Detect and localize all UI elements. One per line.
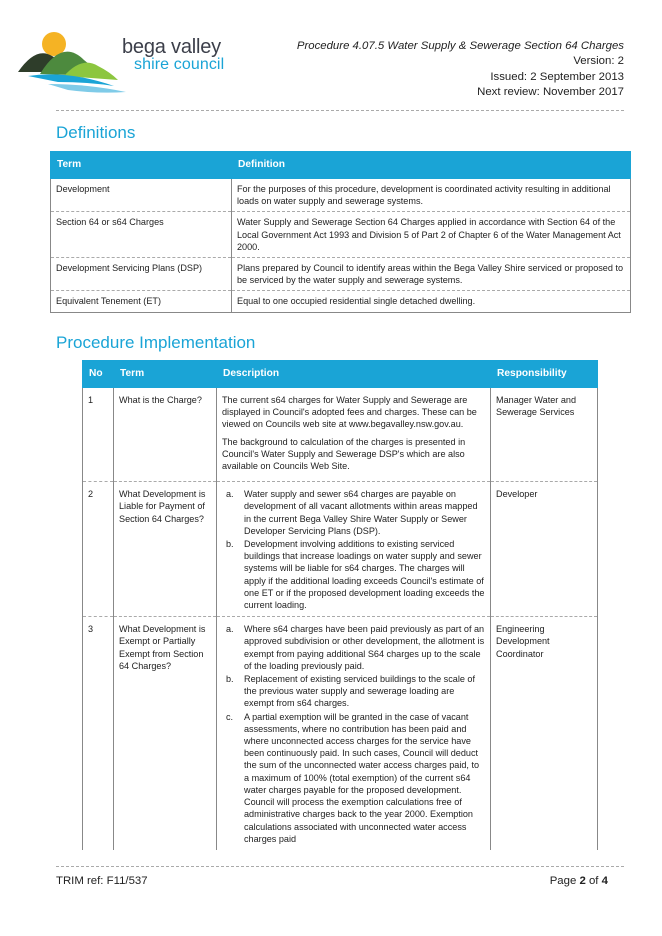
header-divider [56, 110, 624, 111]
table-row [51, 258, 631, 291]
table-row [51, 179, 631, 212]
description-paragraph: The background to calculation of the charges is presented in Council's Water Supply and Sewerage DSP's which are also available on Councils Web Site. [222, 436, 466, 472]
list-item [222, 673, 485, 710]
list-marker: a. [226, 489, 234, 500]
row-description [217, 388, 491, 482]
col-header-term: Term [51, 152, 232, 179]
page-total: 4 [601, 875, 608, 887]
list-marker: c. [226, 711, 234, 722]
list-item [222, 711, 485, 845]
list-marker: b. [226, 674, 234, 685]
table-row [83, 482, 598, 617]
procedure-header-row [83, 361, 598, 388]
list-item-text: Where s64 charges have been paid previously as part of an approved subdivision or other development, the allotment is exempt from paying additional S64 charges up to the scale of the loading previously paid. [244, 624, 485, 671]
row-responsibility: Manager Water and Sewerage Services [491, 388, 598, 482]
col-header-no: No [83, 361, 114, 388]
definition-term: Development [51, 179, 232, 212]
logo-text-bega-valley: bega valley [122, 36, 221, 58]
table-row [83, 617, 598, 850]
definitions-table [50, 151, 631, 313]
page-current: 2 [579, 875, 586, 887]
definition-text: Water Supply and Sewerage Section 64 Charges applied in accordance with Section 64 of the Local Government Act 1993 and Division 5 of Part 2 of Chapter 6 of the Water Management Act 2000. [232, 212, 631, 258]
row-description [217, 482, 491, 617]
row-responsibility: Engineering Development Coordinator [491, 617, 598, 850]
row-term: What Development is Exempt or Partially Exempt from Section 64 Charges? [114, 617, 217, 850]
list-item [222, 538, 485, 611]
council-logo-icon [18, 26, 128, 98]
definition-text: Plans prepared by Council to identify areas within the Bega Valley Shire serviced or proposed to be serviced by the water supply and sewerage systems. [232, 258, 631, 291]
document-header-info [297, 39, 624, 100]
definition-term: Development Servicing Plans (DSP) [51, 258, 232, 291]
procedure-title: Procedure 4.07.5 Water Supply & Sewerage Section 64 Charges [296, 40, 624, 52]
row-number: 2 [83, 482, 114, 617]
page-number [550, 875, 608, 887]
procedure-table [82, 360, 598, 850]
row-term: What is the Charge? [114, 388, 217, 482]
row-responsibility: Developer [491, 482, 598, 617]
description-paragraph: The current s64 charges for Water Supply and Sewerage are displayed in Council's adopted fees and charges. These can be viewed on Councils web site at www.begavalley.nsw.gov.au. [222, 395, 477, 430]
definition-term: Section 64 or s64 Charges [51, 212, 232, 258]
table-row [51, 212, 631, 258]
col-header-responsibility: Responsibility [491, 361, 598, 388]
table-row [83, 388, 598, 482]
version-label: Version: 2 [573, 55, 624, 68]
table-row [51, 291, 631, 312]
row-term: What Development is Liable for Payment of Section 64 Charges? [114, 482, 217, 617]
council-logo [18, 26, 238, 98]
definitions-header-row [51, 152, 631, 179]
description-list [222, 623, 485, 845]
list-item-text: Replacement of existing serviced buildings to the scale of the previous water supply and sewerage loading are exempt from s64 charges. [244, 674, 476, 709]
row-number: 3 [83, 617, 114, 850]
page-prefix: Page [549, 875, 580, 887]
definition-term: Equivalent Tenement (ET) [51, 291, 232, 312]
col-header-term: Term [114, 361, 217, 388]
logo-text-shire-council: shire council [134, 56, 225, 73]
procedure-heading: Procedure Implementation [56, 333, 256, 352]
trim-reference: TRIM ref: F11/537 [56, 875, 148, 887]
row-number: 1 [83, 388, 114, 482]
list-marker: a. [226, 624, 234, 635]
row-description [217, 617, 491, 850]
list-item-text: A partial exemption will be granted in the case of vacant assessments, where no contribution has been paid and where unconnected access charges for the service have been continuously paid. In such cases, Council will deduct the sum of the unconnected water access charges paid, to a maximum of 100% (total exemption) of the current s64 water charges payable for the proposed development. Council will process the exemption calculations free of administrative charges back to the year 2000. Exemption calculations associated with unconnected water access charges paid [244, 711, 480, 844]
definitions-heading: Definitions [56, 123, 136, 142]
col-header-definition: Definition [232, 152, 631, 179]
list-item [222, 488, 485, 537]
list-marker: b. [226, 539, 234, 550]
list-item-text: Water supply and sewer s64 charges are payable on development of all vacant allotments within areas mapped in the current Bega Valley Shire Water Supply or Sewer Developer Servicing Plans (DSP). [244, 489, 478, 536]
page-of: of [585, 875, 602, 887]
list-item [222, 623, 485, 672]
description-list [222, 488, 485, 611]
definition-text: For the purposes of this procedure, development is coordinated activity resulting in additional loads on water supply and sewerage systems. [232, 179, 631, 212]
list-item-text: Development involving additions to existing serviced buildings that increase loadings on water supply and sewer systems will be liable for s64 charges. The charges will apply if the additional loading exceeds Council's estimate of one ET or if the proposed development loading exceeds the current loading. [244, 539, 485, 611]
footer-divider [56, 866, 624, 867]
col-header-description: Description [217, 361, 491, 388]
next-review-date: Next review: November 2017 [477, 85, 624, 98]
definition-text: Equal to one occupied residential single detached dwelling. [232, 291, 631, 312]
issued-date: Issued: 2 September 2013 [490, 70, 624, 83]
